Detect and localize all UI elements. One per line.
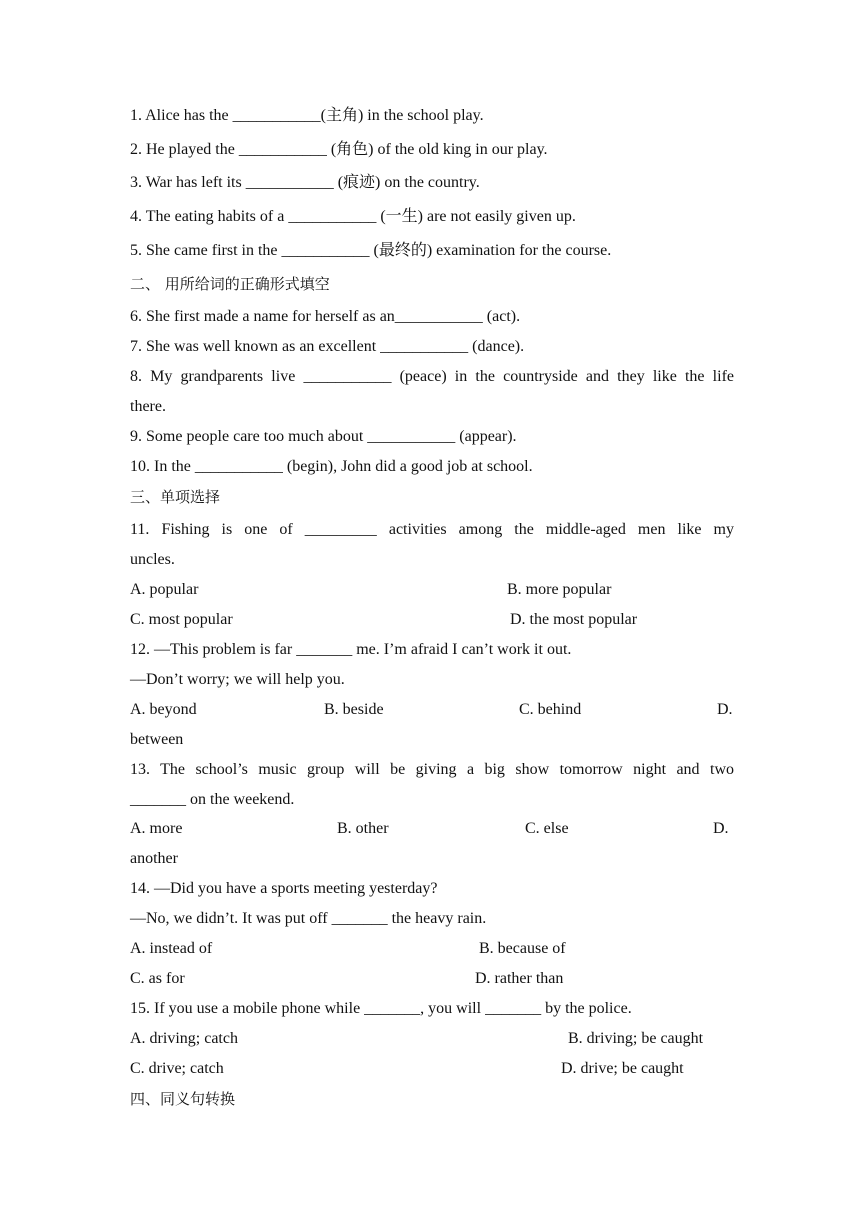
q15-option-c: C. drive; catch <box>130 1060 224 1077</box>
q11-option-c: C. most popular <box>130 611 233 628</box>
q12-option-b: B. beside <box>324 701 384 718</box>
question-12-line-1: 12. —This problem is far _______ me. I’m afraid I can’t work it out. <box>130 641 572 658</box>
question-6: 6. She first made a name for herself as an___________ (act). <box>130 308 521 325</box>
q12-option-c: C. behind <box>519 701 582 718</box>
question-11-line-2: uncles. <box>130 551 175 568</box>
section-heading-3: 三、单项选择 <box>130 488 221 506</box>
q13-option-c: C. else <box>525 820 569 837</box>
question-11-line-1: 11. Fishing is one of _________ activities among the middle-aged men like my <box>130 521 734 538</box>
question-4: 4. The eating habits of a ___________ (一生) are not easily given up. <box>130 208 576 225</box>
q11-option-d: D. the most popular <box>510 611 638 628</box>
q13-option-d-wrap: another <box>130 850 178 867</box>
q12-option-d: D. <box>717 701 733 718</box>
question-9: 9. Some people care too much about ___________ (appear). <box>130 428 517 445</box>
question-8-line-2: there. <box>130 398 166 415</box>
question-5: 5. She came first in the ___________ (最终的) examination for the course. <box>130 242 612 259</box>
q14-option-b: B. because of <box>479 940 566 957</box>
question-13-line-2: _______ on the weekend. <box>130 791 295 808</box>
question-12-line-2: —Don’t worry; we will help you. <box>130 671 345 688</box>
q13-option-a: A. more <box>130 820 183 837</box>
q14-option-a: A. instead of <box>130 940 213 957</box>
question-10: 10. In the ___________ (begin), John did a good job at school. <box>130 458 533 475</box>
question-13-line-1: 13. The school’s music group will be giving a big show tomorrow night and two <box>130 761 734 778</box>
q13-option-d: D. <box>713 820 729 837</box>
question-1: 1. Alice has the ___________(主角) in the school play. <box>130 107 484 124</box>
q12-option-a: A. beyond <box>130 701 197 718</box>
question-3: 3. War has left its ___________ (痕迹) on the country. <box>130 174 480 191</box>
q13-option-b: B. other <box>337 820 389 837</box>
section-heading-2: 二、 用所给词的正确形式填空 <box>130 275 330 293</box>
q14-option-d: D. rather than <box>475 970 564 987</box>
section-heading-4: 四、同义句转换 <box>130 1090 236 1108</box>
q15-option-d: D. drive; be caught <box>561 1060 684 1077</box>
q11-option-b: B. more popular <box>507 581 612 598</box>
q15-option-a: A. driving; catch <box>130 1030 238 1047</box>
q15-option-b: B. driving; be caught <box>568 1030 704 1047</box>
question-8-line-1: 8. My grandparents live ___________ (peace) in the countryside and they like the life <box>130 368 734 385</box>
question-14-line-1: 14. —Did you have a sports meeting yesterday? <box>130 880 438 897</box>
question-2: 2. He played the ___________ (角色) of the old king in our play. <box>130 141 548 158</box>
question-15-line-1: 15. If you use a mobile phone while _______, you will _______ by the police. <box>130 1000 632 1017</box>
question-7: 7. She was well known as an excellent ___________ (dance). <box>130 338 525 355</box>
q11-option-a: A. popular <box>130 581 199 598</box>
q12-option-d-wrap: between <box>130 731 184 748</box>
question-14-line-2: —No, we didn’t. It was put off _______ the heavy rain. <box>130 910 487 927</box>
q14-option-c: C. as for <box>130 970 185 987</box>
